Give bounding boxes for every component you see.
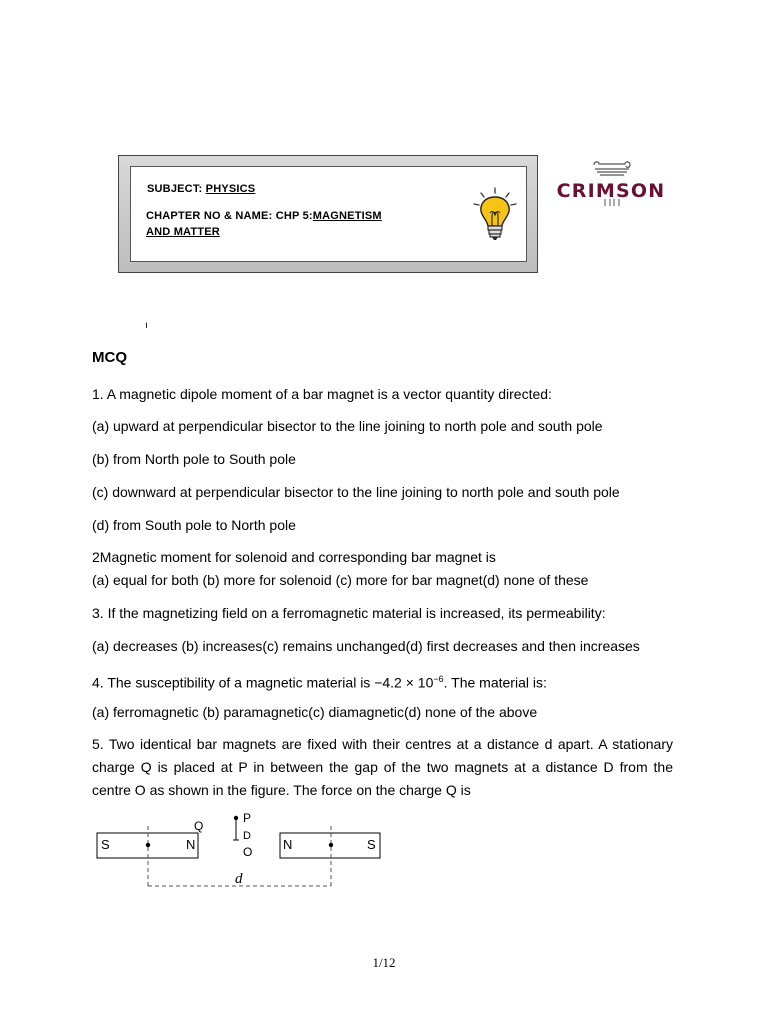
chapter-label: CHAPTER NO & NAME: CHP 5: <box>146 210 313 222</box>
right-s-label: S <box>367 837 376 852</box>
left-n-label: N <box>186 837 196 852</box>
distance-d-label: D <box>243 830 251 842</box>
lightbulb-icon <box>470 186 520 244</box>
page-number: 1/12 <box>372 955 396 970</box>
right-centre-dot <box>329 843 333 847</box>
question-2: 2Magnetic moment for solenoid and corresponding bar magnet is <box>92 549 496 565</box>
pillar-logo-icon <box>590 160 634 182</box>
q-label: Q <box>194 819 204 833</box>
question-1-option-b: (b) from North pole to South pole <box>92 451 296 467</box>
subject-value: PHYSICS <box>205 183 256 195</box>
question-3-options: (a) decreases (b) increases(c) remains unchanged(d) first decreases and then increases <box>92 638 640 654</box>
question-4-stem-end: . The material is: <box>443 674 547 691</box>
p-label: P <box>243 811 252 825</box>
question-4-stem: 4. The susceptibility of a magnetic material is −4.2 × 10 <box>92 674 434 691</box>
question-1-option-c: (c) downward at perpendicular bisector to the line joining to north pole and south pole <box>92 484 620 500</box>
chapter-value: MAGNETISM <box>312 210 382 222</box>
left-centre-dot <box>146 843 150 847</box>
right-n-label: N <box>283 837 293 852</box>
o-label: O <box>243 845 253 859</box>
question-1-option-d: (d) from South pole to North pole <box>92 517 296 533</box>
chapter-line <box>146 210 382 222</box>
left-s-label: S <box>101 837 110 852</box>
stray-mark: ı <box>145 320 148 331</box>
subject-line <box>147 183 255 195</box>
chapter-value-continued: AND MATTER <box>146 226 220 238</box>
question-1: 1. A magnetic dipole moment of a bar magnet is a vector quantity directed: <box>92 386 552 402</box>
question-4 <box>92 671 547 692</box>
question-2-options: (a) equal for both (b) more for solenoid (c) more for bar magnet(d) none of these <box>92 572 589 588</box>
question-1-option-a: (a) upward at perpendicular bisector to the line joining to north pole and south pole <box>92 418 603 434</box>
separation-d-label: d <box>235 871 243 887</box>
question-5: 5. Two identical bar magnets are fixed with their centres at a distance d apart. A stationary charge Q is placed at P in between the gap of the two magnets at a distance D from the centre O as shown in the figure. The force on the charge Q is <box>92 736 673 798</box>
question-3: 3. If the magnetizing field on a ferromagnetic material is increased, its permeability: <box>92 605 606 621</box>
exponent: −6 <box>433 674 444 684</box>
question-4-options: (a) ferromagnetic (b) paramagnetic(c) diamagnetic(d) none of the above <box>92 704 538 720</box>
bar-magnets-figure <box>95 808 390 890</box>
subject-label: SUBJECT: <box>147 183 206 195</box>
brand-logo-text: CRIMSON <box>556 180 666 202</box>
pillar-base-icon <box>602 199 622 207</box>
section-title: MCQ <box>92 349 127 366</box>
